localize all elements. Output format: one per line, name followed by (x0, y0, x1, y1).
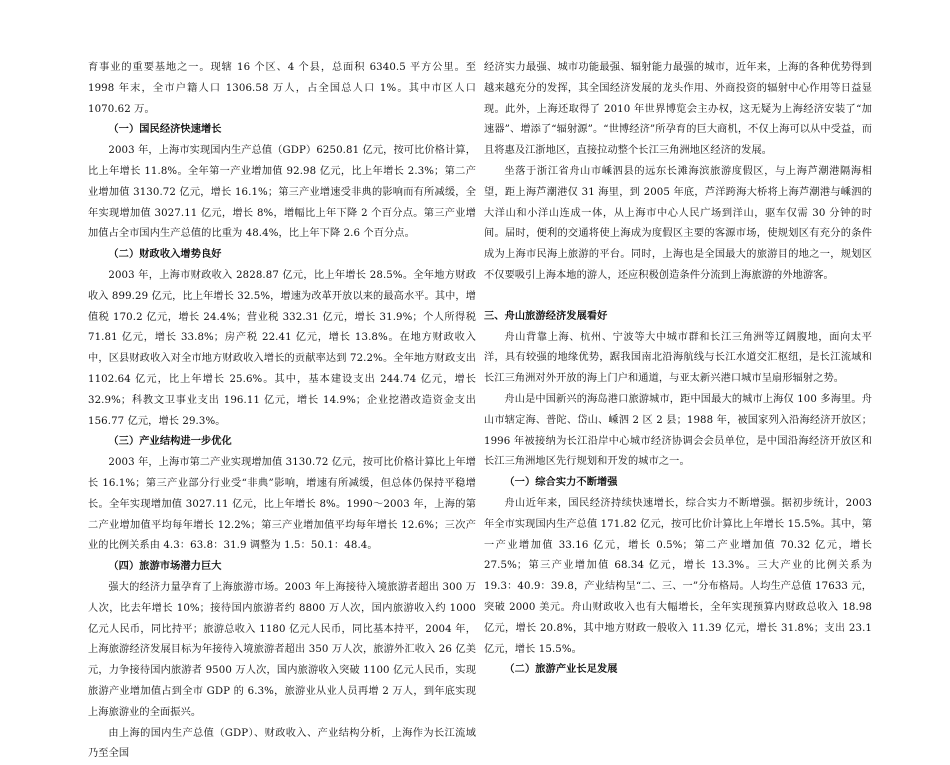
paragraph-zhoushan-economy: 舟山近年来，国民经济持续快速增长，综合实力不断增强。据初步统计，2003 年全市实现国内生产总值 171.82 亿元，按可比价计算比上年增长 15.5%。其中，第一产业增加值 33.16 亿元，增长 0.5%；第二产业增加值 70.32 亿元，增长 27.5%；第三产业增加值 68.34 亿元，增长 13.3%。三大产业的比例关系为 19.3：40.9：39.8，产业结构呈“二、三、一”分布格局。人均生产总值 17633 元，突破 2000 美元。舟山财政收入也有大幅增长，全年实现预算内财政总收入 18.98 亿元，增长 20.8%，其中地方财政一般收入 11.39 亿元，增长 31.8%；支出 23.1 亿元，增长 15.5%。 (484, 494, 872, 660)
paragraph-tourism: 强大的经济力量孕育了上海旅游市场。2003 年上海接待入境旅游者超出 300 万人次，比去年增长 10%；接待国内旅游者约 8800 万人次，国内旅游收入约 1000 亿元人民币，同比持平；旅游总收入 1180 亿元人民币，同比基本持平，2004 年，上海旅游经济发展目标为年接待入境旅游者超出 350 万人次，旅游外汇收入 26 亿美元，力争接待国内旅游者 9500 万人次，国内旅游收入突破 1100 亿元人民币，实现旅游产业增加值占到全市 GDP 的 6.3%，旅游业从业人员再增 2 万人，到年底实现上海旅游业的全面振兴。 (88, 578, 476, 724)
heading-industry-structure: （三）产业结构进一步优化 (88, 432, 476, 453)
heading-economy-growth: （一）国民经济快速增长 (88, 120, 476, 141)
paragraph-gdp: 2003 年，上海市实现国内生产总值（GDP）6250.81 亿元，按可比价格计算，比上年增长 11.8%。全年第一产业增加值 92.98 亿元，比上年增长 2.3%；第二产业增加值 3130.72 亿元，增长 16.1%；第三产业增速受非典的影响而有所减缓，全年实现增加值 3027.11 亿元，增长 8%，增幅比上年下降 2 个百分点。第三产业增加值占全市国内生产总值的比重为 48.4%，比上年下降 2.6 个百分点。 (88, 141, 476, 245)
paragraph-industry: 2003 年，上海市第二产业实现增加值 3130.72 亿元，按可比价格计算比上年增长 16.1%；第三产业部分行业受“非典”影响，增速有所减缓，但总体仍保持平稳增长。全年实现增加值 3027.11 亿元，比上年增长 8%。1990～2003 年，上海的第二产业增加值平均每年增长 12.2%；第三产业增加值平均每年增长 12.6%；三次产业的比例关系由 4.3：63.8：31.9 调整为 1.5：50.1：48.4。 (88, 453, 476, 557)
heading-fiscal-revenue: （二）财政收入增势良好 (88, 245, 476, 266)
intro-paragraph: 育事业的重要基地之一。现辖 16 个区、4 个县，总面积 6340.5 平方公里。至 1998 年末，全市户籍人口 1306.58 万人，占全国总人口 1%。其中市区人口 1070.62 万。 (88, 58, 476, 120)
paragraph-analysis: 由上海的国内生产总值（GDP）、财政收入、产业结构分析，上海作为长江流域乃至全国 (88, 724, 476, 765)
heading-tourism-market: （四）旅游市场潜力巨大 (88, 557, 476, 578)
paragraph-continued: 经济实力最强、城市功能最强、辐射能力最强的城市，近年来，上海的各种优势得到越来越充分的发挥，其全国经济发展的龙头作用、外商投资的辐射中心作用等日益显现。此外，上海还取得了 2010 年世界博览会主办权，这无疑为上海经济安装了“加速器”、增添了“辐射源”。“世博经济”所孕育的巨大商机，不仅上海可以从中受益，而且将惠及江浙地区，直接拉动整个长江三角洲地区经济的发展。 (484, 58, 872, 162)
section-heading-zhoushan: 三、舟山旅游经济发展看好 (484, 307, 872, 328)
section-gap (484, 287, 872, 307)
heading-tourism-industry: （二）旅游产业长足发展 (484, 660, 872, 681)
paragraph-zhoushan-city: 舟山是中国新兴的海岛港口旅游城市，距中国最大的城市上海仅 100 多海里。舟山市辖定海、普陀、岱山、嵊泗 2 区 2 县；1988 年，被国家列入沿海经济开放区；1996 年被接纳为长江沿岸中心城市经济协调会会员单位，是中国沿海经济开放区和长江三角洲地区先行规划和开发的城市之一。 (484, 390, 872, 473)
heading-strength: （一）综合实力不断增强 (484, 473, 872, 494)
paragraph-fiscal: 2003 年，上海市财政收入 2828.87 亿元，比上年增长 28.5%。全年地方财政收入 899.29 亿元，比上年增长 32.5%，增速为改革开放以来的最高水平。其中，增值税 170.2 亿元，增长 24.4%；营业税 332.31 亿元，增长 31.9%；个人所得税 71.81 亿元，增长 33.8%；房产税 22.41 亿元，增长 13.8%。在地方财政收入中，区县财政收入对全市地方财政收入增长的贡献率达到 72.2%。全年地方财政支出 1102.64 亿元，比上年增长 25.6%。其中，基本建设支出 244.74 亿元，增长 32.9%；科教文卫事业支出 196.11 亿元，增长 14.9%；企业挖潜改造资金支出 156.77 亿元，增长 29.3%。 (88, 266, 476, 432)
paragraph-zhoushan-location: 舟山背靠上海、杭州、宁波等大中城市群和长江三角洲等辽阔腹地，面向太平洋，具有较强的地缘优势，踞我国南北沿海航线与长江水道交汇枢纽，是长江流域和长江三角洲对外开放的海上门户和通道，与亚太新兴港口城市呈扇形辐射之势。 (484, 328, 872, 390)
paragraph-resort-location: 坐落于浙江省舟山市嵊泗县的远东长滩海滨旅游度假区，与上海芦潮港隔海相望，距上海芦潮港仅 31 海里，到 2005 年底，芦洋跨海大桥将上海芦潮港与嵊泗的大洋山和小洋山连成一体，从上海市中心人民广场到洋山，驱车仅需 30 分钟的时间。届时，便利的交通将使上海成为度假区主要的客源市场，使规划区有充分的条件成为上海市民海上旅游的平台。同时，上海也是全国最大的旅游目的地之一，规划区不仅要吸引上海本地的游人，还应积极创造条件分流到上海旅游的外地游客。 (484, 162, 872, 287)
right-column (484, 58, 872, 681)
left-column (88, 58, 476, 765)
